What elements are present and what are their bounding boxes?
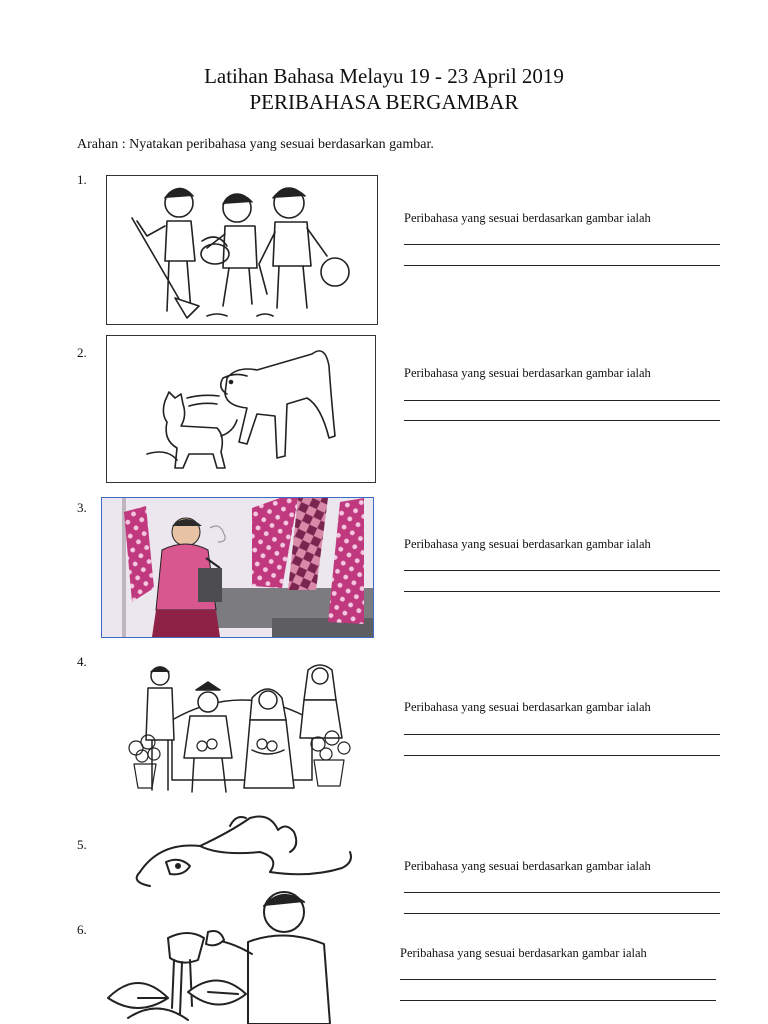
picture-man-watering-plant	[98, 888, 363, 1024]
question-number-6: 6.	[77, 922, 87, 937]
worksheet-subtitle: PERIBAHASA BERGAMBAR	[249, 90, 519, 114]
instruction-text: Arahan : Nyatakan peribahasa yang sesuai berdasarkan gambar.	[77, 137, 434, 152]
question-number-2: 2.	[77, 345, 87, 360]
answer-line[interactable]	[404, 734, 720, 735]
answer-line[interactable]	[400, 979, 716, 980]
picture-children-cleaning	[106, 175, 378, 325]
answer-line[interactable]	[404, 755, 720, 756]
answer-line[interactable]	[404, 420, 720, 421]
question-prompt-5: Peribahasa yang sesuai berdasarkan gambar ialah	[404, 859, 651, 873]
question-number-4: 4.	[77, 654, 87, 669]
question-number-3: 3.	[77, 500, 87, 515]
picture-cloth-shop	[101, 497, 374, 638]
question-prompt-1: Peribahasa yang sesuai berdasarkan gambar ialah	[404, 211, 651, 225]
answer-line[interactable]	[404, 591, 720, 592]
answer-line[interactable]	[404, 244, 720, 245]
answer-line[interactable]	[404, 570, 720, 571]
question-prompt-2: Peribahasa yang sesuai berdasarkan gambar ialah	[404, 366, 651, 380]
picture-rat	[110, 812, 360, 888]
answer-line[interactable]	[404, 913, 720, 914]
question-prompt-6: Peribahasa yang sesuai berdasarkan gambar ialah	[400, 946, 647, 960]
answer-line[interactable]	[404, 400, 720, 401]
picture-wedding-couple	[122, 660, 362, 800]
answer-line[interactable]	[404, 265, 720, 266]
question-prompt-4: Peribahasa yang sesuai berdasarkan gambar ialah	[404, 700, 651, 714]
answer-line[interactable]	[400, 1000, 716, 1001]
picture-cat-and-dog	[106, 335, 376, 483]
question-prompt-3: Peribahasa yang sesuai berdasarkan gambar ialah	[404, 537, 651, 551]
worksheet-title: Latihan Bahasa Melayu 19 - 23 April 2019	[204, 64, 564, 88]
question-number-5: 5.	[77, 837, 87, 852]
answer-line[interactable]	[404, 892, 720, 893]
question-number-1: 1.	[77, 172, 87, 187]
